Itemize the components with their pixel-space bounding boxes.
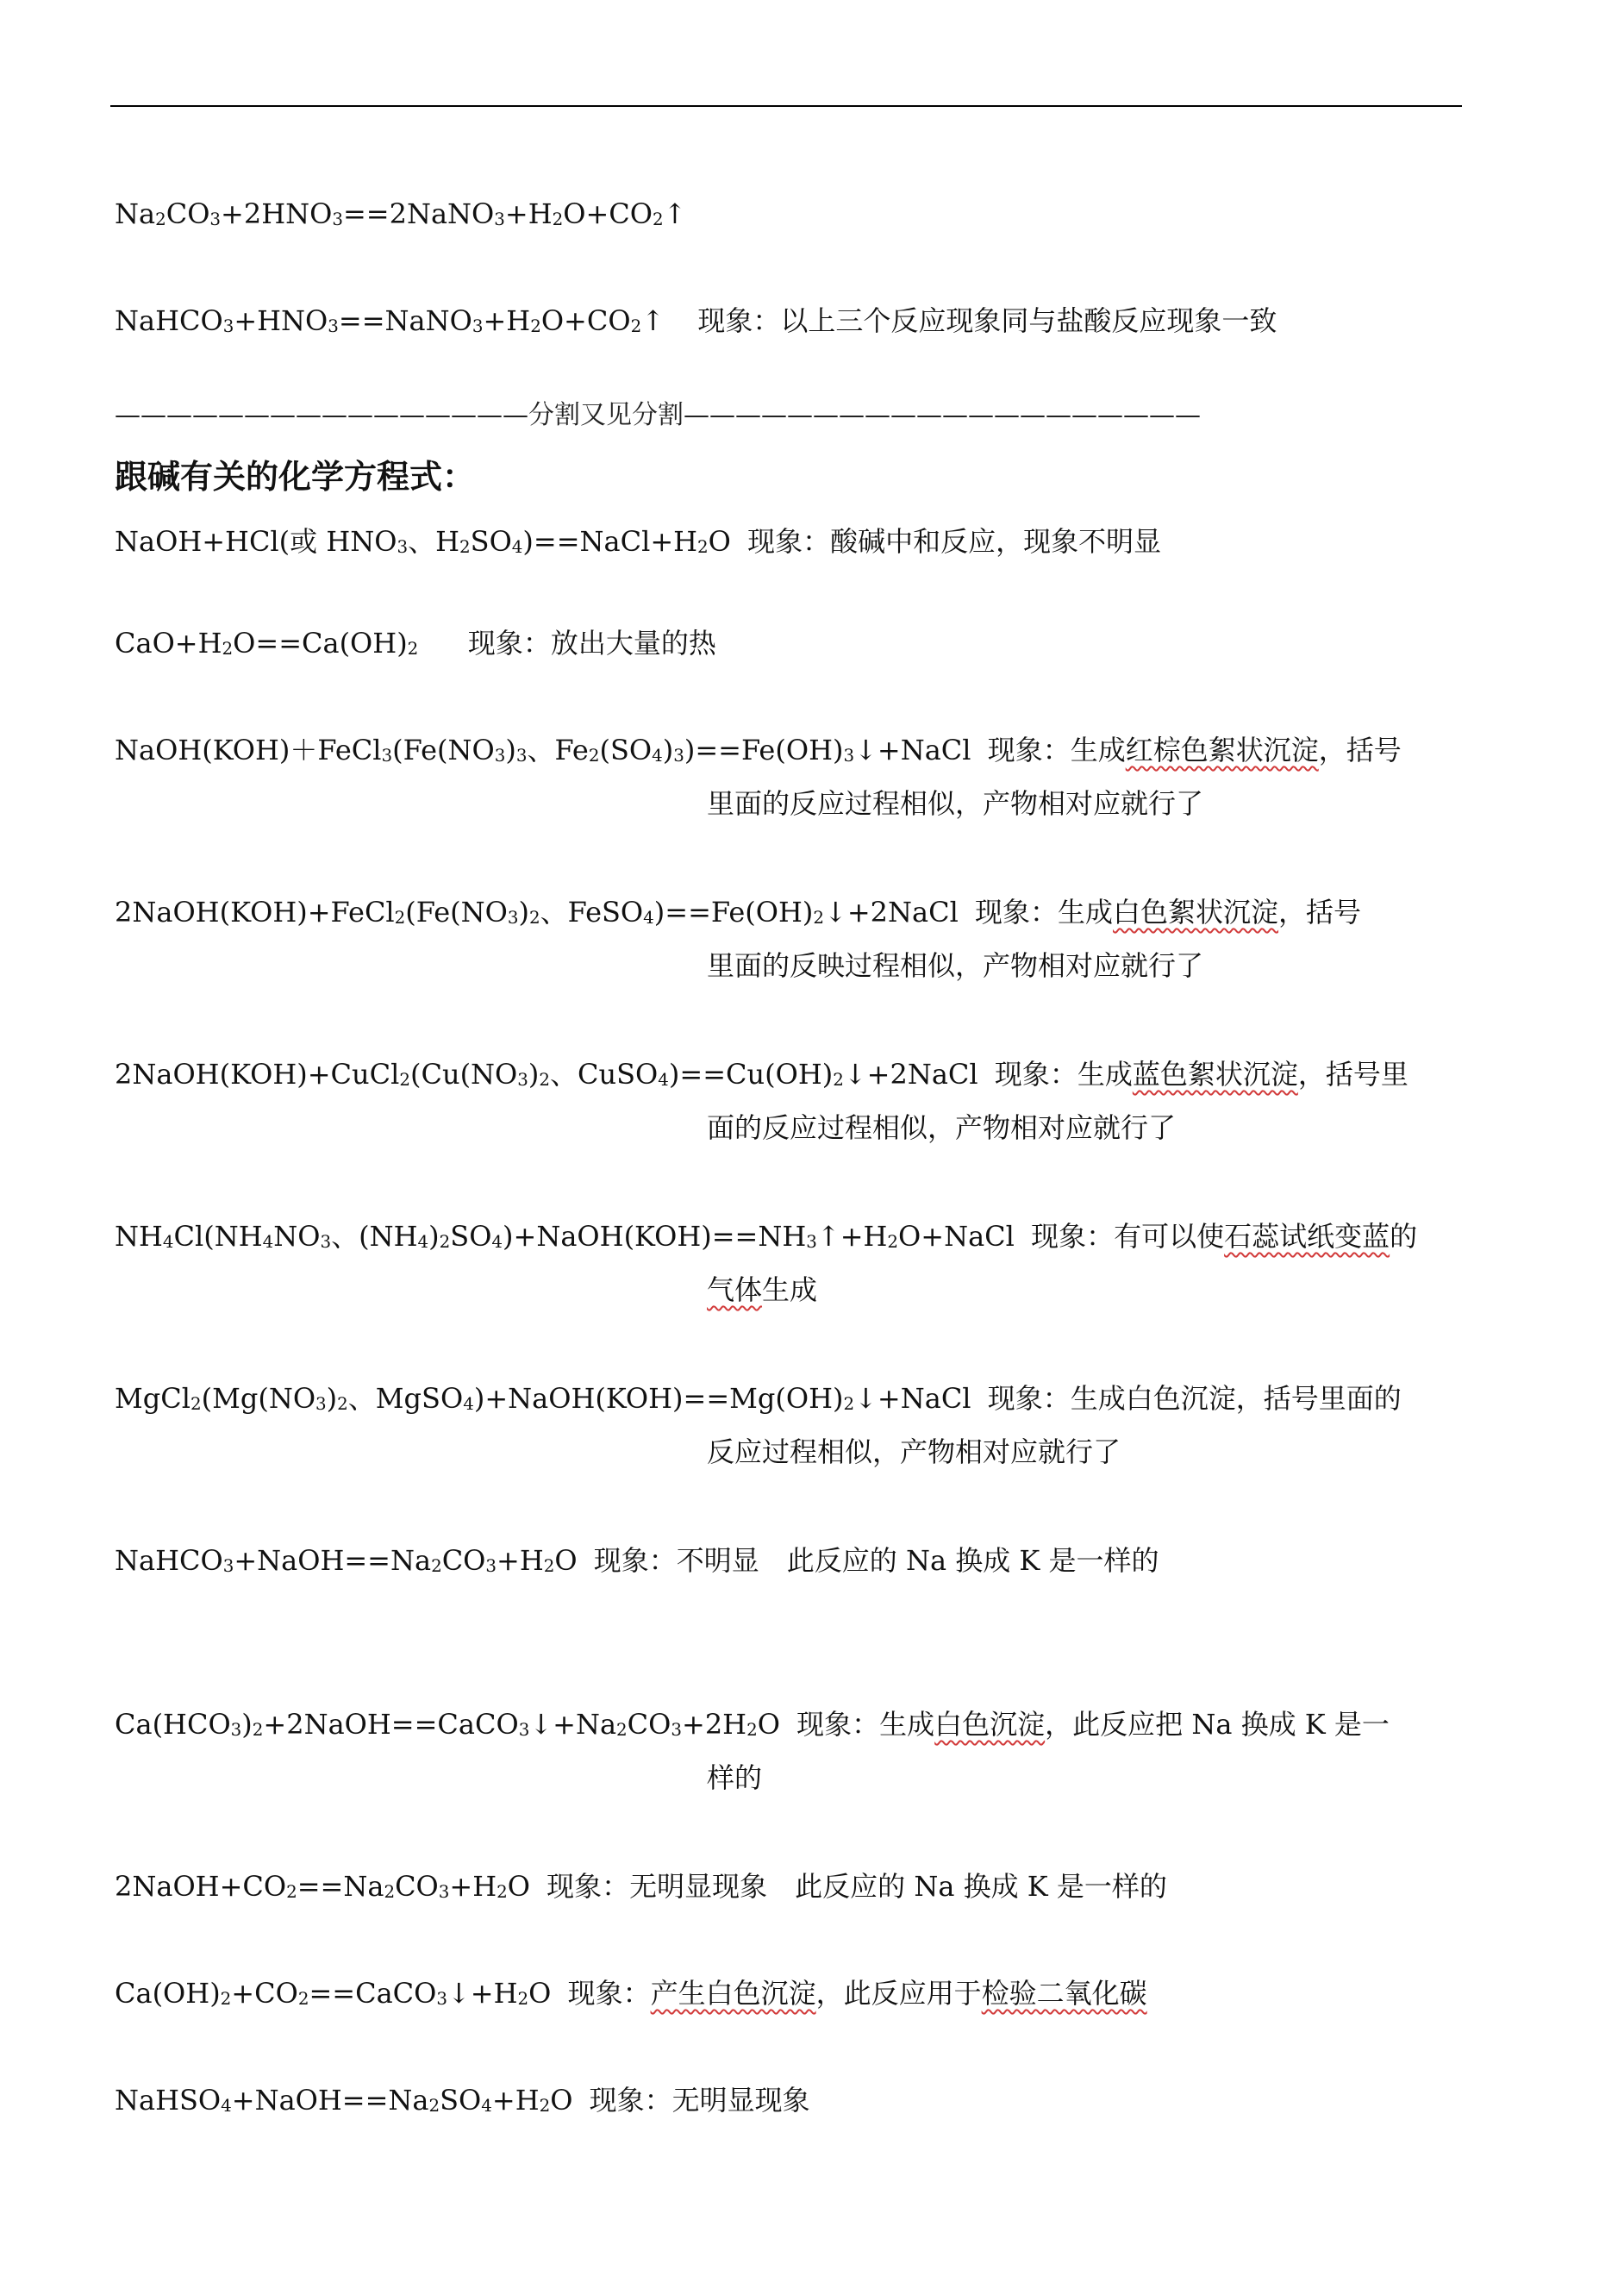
formula-text: +H <box>449 1870 497 1903</box>
continuation-line: 反应过程相似，产物相对应就行了 <box>707 1435 1121 1468</box>
phenomenon-highlight: 蓝色絮状沉淀 <box>1132 1058 1298 1091</box>
formula-subscript: 2 <box>431 1556 442 1577</box>
continuation-line: 面的反应过程相似，产物相对应就行了 <box>707 1111 1177 1144</box>
formula-text: ==NaNO <box>338 304 472 337</box>
formula-subscript: 3 <box>673 746 684 766</box>
formula-subscript: 2 <box>539 1070 551 1091</box>
formula-text: O <box>554 1544 578 1577</box>
equation-line <box>115 197 686 231</box>
formula-text: CaO+H <box>115 627 222 660</box>
section-heading: 跟碱有关的化学方程式： <box>115 458 476 496</box>
formula-text: O <box>757 1708 780 1741</box>
formula-text: ) <box>528 1058 540 1091</box>
formula-subscript: 3 <box>515 746 528 766</box>
phenomenon-note-tail: ，括号 <box>1278 896 1362 929</box>
formula-text: O <box>550 2084 573 2117</box>
formula-subscript: 2 <box>588 746 600 766</box>
formula-text: ↑ <box>641 304 665 337</box>
phenomenon-note: 现象：放出大量的热 <box>467 627 716 660</box>
formula-text: SO <box>470 525 512 558</box>
equation-line <box>115 1543 1159 1578</box>
formula-text: +CO <box>231 1977 298 2010</box>
formula-text: )+NaOH(KOH)==Mg(OH) <box>473 1382 844 1415</box>
equation <box>115 1544 578 1577</box>
formula-text: O+CO <box>540 304 631 337</box>
formula-subscript: 4 <box>658 1070 669 1091</box>
formula-text: (Fe(NO <box>392 734 495 766</box>
phenomenon-note: 现象：无明显现象 此反应的 Na 换成 K 是一样的 <box>547 1870 1167 1903</box>
formula-subscript: 2 <box>746 1720 758 1741</box>
phenomenon-note-tail: ，括号 <box>1318 734 1402 766</box>
equation-line <box>115 1219 1417 1254</box>
formula-text: SO <box>440 2084 482 2117</box>
formula-text: 、Fe <box>527 734 589 766</box>
formula-subscript: 3 <box>438 1882 450 1903</box>
formula-text: O <box>507 1870 530 1903</box>
formula-subscript: 3 <box>494 746 506 766</box>
formula-text: +H <box>483 304 531 337</box>
formula-text: O <box>708 525 731 558</box>
formula-subscript: 2 <box>220 1989 232 2010</box>
formula-subscript: 2 <box>497 1882 508 1903</box>
formula-text: 、(NH <box>331 1220 418 1253</box>
formula-text: +2H <box>682 1708 747 1741</box>
formula-subscript: 2 <box>552 209 564 230</box>
formula-subscript: 3 <box>517 1070 528 1091</box>
continuation-text: 生成 <box>762 1273 818 1306</box>
equation-line <box>115 626 716 660</box>
formula-subscript: 2 <box>459 537 471 558</box>
formula-subscript: 3 <box>328 316 339 337</box>
phenomenon-highlight: 气体 <box>707 1273 763 1306</box>
formula-text: Ca(HCO <box>115 1708 231 1741</box>
formula-text: ↓+NaCl <box>854 734 971 766</box>
formula-subscript: 3 <box>315 1394 327 1415</box>
formula-subscript: 2 <box>222 639 234 660</box>
formula-subscript: 3 <box>230 1720 242 1741</box>
equation <box>115 304 665 337</box>
formula-subscript: 4 <box>463 1394 474 1415</box>
phenomenon-highlight: 石蕊试纸变蓝 <box>1224 1220 1390 1253</box>
formula-text: ↑+H <box>816 1220 888 1253</box>
formula-text: (Mg(NO <box>201 1382 316 1415</box>
formula-text: CO <box>627 1708 671 1741</box>
formula-text: NaOH(KOH)＋FeCl <box>115 734 382 766</box>
phenomenon-note: 现象：有可以使 <box>1031 1220 1225 1253</box>
formula-text: ) <box>662 734 674 766</box>
formula-text: SO <box>450 1220 492 1253</box>
formula-subscript: 2 <box>155 209 166 230</box>
formula-text: O==Ca(OH) <box>233 627 408 660</box>
formula-text: MgCl <box>115 1382 191 1415</box>
formula-subscript: 3 <box>332 209 343 230</box>
phenomenon-note: 现象：生成 <box>994 1058 1133 1091</box>
formula-text: )+NaOH(KOH)==NH <box>503 1220 807 1253</box>
formula-text: +H <box>491 2084 540 2117</box>
formula-text: (SO <box>599 734 653 766</box>
phenomenon-note: 现象：不明显 此反应的 Na 换成 K 是一样的 <box>593 1544 1159 1577</box>
formula-subscript: 2 <box>630 316 642 337</box>
formula-text: ==CaCO <box>309 1977 437 2010</box>
formula-subscript: 2 <box>407 639 419 660</box>
formula-subscript: 4 <box>417 1232 429 1253</box>
formula-subscript: 3 <box>843 746 855 766</box>
formula-subscript: 2 <box>297 1989 309 2010</box>
formula-subscript: 2 <box>616 1720 628 1741</box>
continuation-line: 样的 <box>707 1761 763 1794</box>
equation-line <box>115 895 1361 929</box>
formula-text: CO <box>395 1870 439 1903</box>
section-divider: ————————————————分割又见分割———————————————————— <box>115 400 1201 430</box>
formula-subscript: 3 <box>806 1232 817 1253</box>
formula-subscript: 3 <box>397 537 409 558</box>
equation <box>115 1220 1015 1253</box>
equation-line <box>115 1057 1409 1091</box>
formula-text: CO <box>441 1544 486 1577</box>
formula-subscript: 2 <box>539 2096 551 2117</box>
formula-text: +NaOH==Na <box>234 1544 432 1577</box>
phenomenon-note: 现象：生成 <box>987 734 1126 766</box>
formula-text: ↓+H <box>447 1977 518 2010</box>
formula-text: 2NaOH(KOH)+FeCl <box>115 896 395 929</box>
phenomenon-note: 现象：以上三个反应现象同与盐酸反应现象一致 <box>697 304 1277 337</box>
phenomenon-note-tail: ，此反应用于 <box>815 1977 982 2010</box>
formula-text: 2NaOH(KOH)+CuCl <box>115 1058 400 1091</box>
equation-line <box>115 2083 810 2117</box>
formula-subscript: 3 <box>485 1556 497 1577</box>
formula-subscript: 2 <box>428 2096 440 2117</box>
formula-text: 、MgSO <box>347 1382 464 1415</box>
phenomenon-note: 现象： <box>567 1977 651 2010</box>
formula-subscript: 2 <box>887 1232 899 1253</box>
formula-text: 、CuSO <box>550 1058 659 1091</box>
phenomenon-highlight: 白色絮状沉淀 <box>1113 896 1279 929</box>
formula-subscript: 3 <box>472 316 484 337</box>
equation-line <box>115 1869 1167 1904</box>
phenomenon-note: 现象：无明显现象 <box>589 2084 810 2117</box>
phenomenon-note: 现象：酸碱中和反应，现象不明显 <box>747 525 1162 558</box>
phenomenon-highlight: 白色沉淀 <box>934 1708 1046 1741</box>
formula-subscript: 4 <box>481 2096 492 2117</box>
equation <box>115 734 971 766</box>
formula-subscript: 2 <box>286 1882 297 1903</box>
equation <box>115 2084 572 2117</box>
formula-text: NH <box>115 1220 163 1253</box>
formula-text: NaHCO <box>115 304 223 337</box>
equation <box>115 896 959 929</box>
equation <box>115 1382 971 1415</box>
formula-subscript: 2 <box>813 908 825 929</box>
phenomenon-note: 现象：生成 <box>796 1708 935 1741</box>
equation-line <box>115 733 1402 767</box>
phenomenon-highlight: 红棕色絮状沉淀 <box>1125 734 1319 766</box>
formula-subscript: 2 <box>394 908 406 929</box>
formula-text: )==Fe(OH) <box>684 734 844 766</box>
formula-subscript: 3 <box>320 1232 332 1253</box>
equation <box>115 1977 551 2010</box>
formula-subscript: 2 <box>252 1720 264 1741</box>
equation-line <box>115 1976 1147 2010</box>
phenomenon-highlight: 产生白色沉淀 <box>650 1977 816 2010</box>
formula-text: O+CO <box>563 197 653 230</box>
phenomenon-note: 现象：生成白色沉淀，括号里面的 <box>987 1382 1402 1415</box>
formula-text: ) <box>326 1382 338 1415</box>
formula-subscript: 3 <box>222 316 234 337</box>
formula-subscript: 2 <box>384 1882 396 1903</box>
formula-subscript: 2 <box>843 1394 855 1415</box>
formula-subscript: 2 <box>528 908 540 929</box>
equation-line <box>115 524 1161 559</box>
formula-text: )==NaCl+H <box>522 525 698 558</box>
formula-text: ) <box>241 1708 253 1741</box>
formula-subscript: 4 <box>652 746 663 766</box>
formula-text: +2NaOH==CaCO <box>263 1708 519 1741</box>
formula-subscript: 2 <box>337 1394 348 1415</box>
formula-text: ) <box>505 734 516 766</box>
formula-subscript: 2 <box>517 1989 529 2010</box>
formula-subscript: 3 <box>381 746 393 766</box>
formula-text: ↓+Na <box>529 1708 617 1741</box>
equation <box>115 627 418 660</box>
formula-subscript: 2 <box>439 1232 451 1253</box>
equation-line <box>115 1707 1390 1742</box>
formula-subscript: 4 <box>511 537 523 558</box>
formula-text: Na <box>115 197 156 230</box>
header-rule <box>110 105 1462 107</box>
equation-line <box>115 1381 1402 1416</box>
formula-text: +H <box>504 197 553 230</box>
formula-subscript: 2 <box>543 1556 555 1577</box>
formula-subscript: 2 <box>697 537 709 558</box>
phenomenon-note: 现象：生成 <box>975 896 1114 929</box>
continuation-line: 里面的反映过程相似，产物相对应就行了 <box>707 949 1204 982</box>
phenomenon-note-tail: ，此反应把 Na 换成 K 是一 <box>1045 1708 1390 1741</box>
formula-subscript: 3 <box>436 1989 447 2010</box>
equation-line <box>115 303 1277 338</box>
equation <box>115 1058 978 1091</box>
formula-subscript: 2 <box>833 1070 844 1091</box>
continuation-line: 里面的反应过程相似，产物相对应就行了 <box>707 787 1204 820</box>
formula-text: ↑ <box>663 197 687 230</box>
formula-subscript: 4 <box>262 1232 274 1253</box>
formula-text: ) <box>518 896 529 929</box>
formula-text: 、FeSO <box>540 896 644 929</box>
formula-text: ==Na <box>297 1870 384 1903</box>
formula-text: +NaOH==Na <box>231 2084 429 2117</box>
formula-subscript: 4 <box>221 2096 232 2117</box>
formula-subscript: 2 <box>530 316 541 337</box>
formula-text: ↓+NaCl <box>854 1382 971 1415</box>
phenomenon-note-tail: 的 <box>1390 1220 1418 1253</box>
formula-text: O+NaCl <box>898 1220 1015 1253</box>
formula-text: ==2NaNO <box>342 197 495 230</box>
equation <box>115 1708 780 1741</box>
formula-text: +H <box>497 1544 544 1577</box>
formula-subscript: 3 <box>222 1556 234 1577</box>
formula-subscript: 2 <box>190 1394 202 1415</box>
formula-text: 、H <box>408 525 460 558</box>
equation <box>115 525 731 558</box>
formula-subscript: 3 <box>518 1720 530 1741</box>
formula-text: )==Fe(OH) <box>653 896 814 929</box>
formula-text: ) <box>428 1220 440 1253</box>
formula-subscript: 4 <box>162 1232 174 1253</box>
formula-text: O <box>528 1977 552 2010</box>
formula-subscript: 3 <box>671 1720 682 1741</box>
formula-text: 2NaOH+CO <box>115 1870 287 1903</box>
continuation-line <box>707 1273 817 1307</box>
formula-subscript: 4 <box>491 1232 503 1253</box>
formula-text: +2HNO <box>221 197 333 230</box>
formula-text: )==Cu(OH) <box>668 1058 834 1091</box>
formula-subscript: 3 <box>494 209 505 230</box>
formula-text: NaHCO <box>115 1544 223 1577</box>
formula-text: Ca(OH) <box>115 1977 221 2010</box>
formula-subscript: 4 <box>643 908 654 929</box>
formula-text: CO <box>166 197 210 230</box>
phenomenon-highlight: 检验二氧化碳 <box>981 1977 1147 2010</box>
formula-text: +HNO <box>234 304 328 337</box>
formula-text: NaHSO <box>115 2084 222 2117</box>
formula-subscript: 2 <box>399 1070 410 1091</box>
formula-text: NaOH+HCl(或 HNO <box>115 525 397 558</box>
formula-subscript: 2 <box>653 209 664 230</box>
formula-text: Cl(NH <box>173 1220 263 1253</box>
formula-text: (Cu(NO <box>409 1058 518 1091</box>
formula-subscript: 3 <box>507 908 519 929</box>
formula-text: ↓+2NaCl <box>843 1058 978 1091</box>
formula-subscript: 3 <box>209 209 222 230</box>
phenomenon-note-tail: ，括号里 <box>1297 1058 1409 1091</box>
formula-text: ↓+2NaCl <box>824 896 959 929</box>
formula-text: NO <box>273 1220 321 1253</box>
equation <box>115 1870 530 1903</box>
formula-text: (Fe(NO <box>405 896 508 929</box>
